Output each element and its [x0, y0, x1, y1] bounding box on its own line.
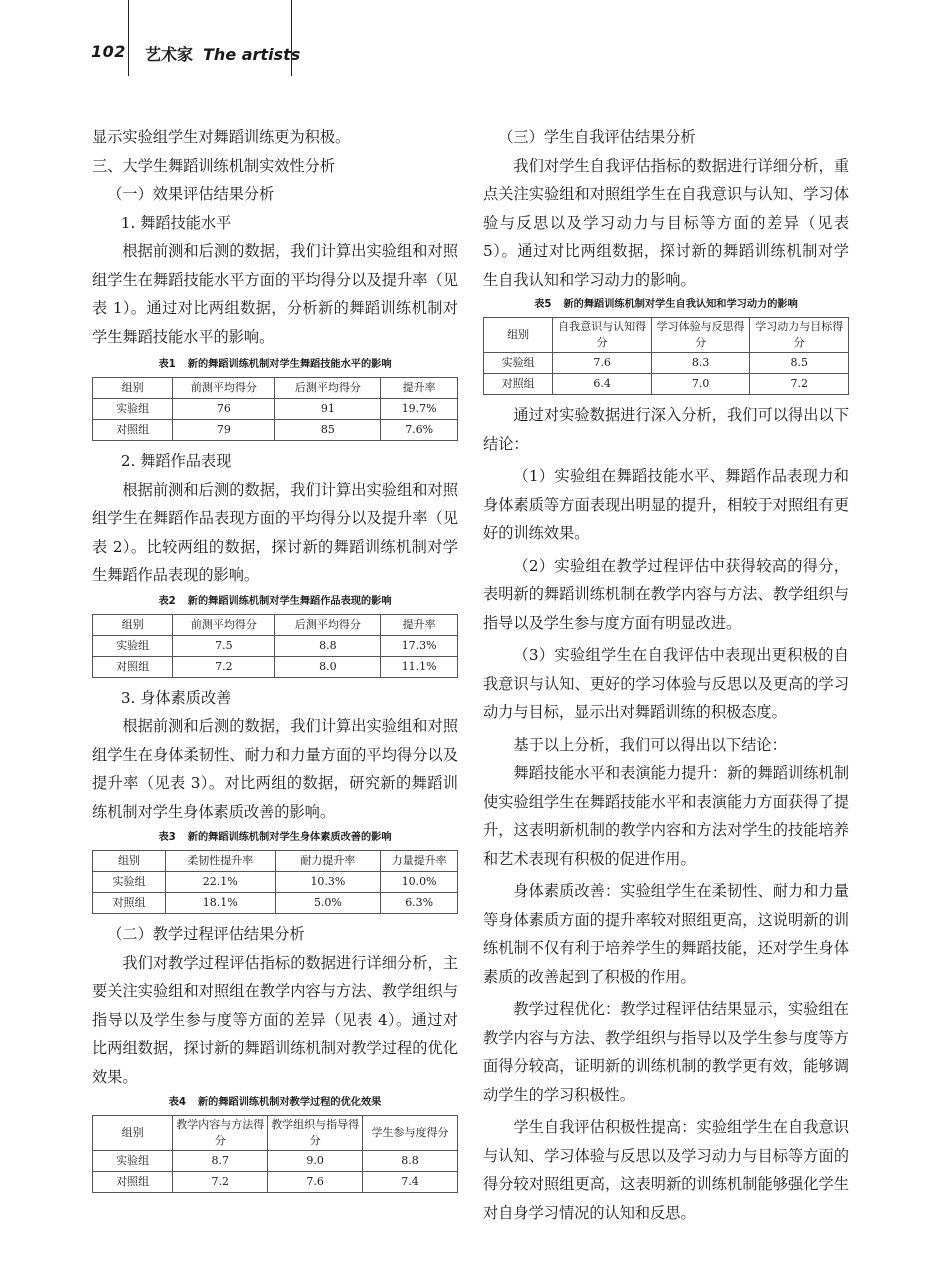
col-header: 学习动力与目标得分: [750, 318, 849, 353]
table-row: [93, 893, 458, 914]
table-row: [484, 374, 849, 395]
table-cell: 7.2: [750, 374, 849, 395]
table-title: 新的舞蹈训练机制对学生自我认知和学习动力的影响: [563, 299, 798, 310]
table-number: 表2: [158, 595, 176, 607]
table-cell: 8.0: [275, 656, 381, 677]
table-cell: 19.7%: [381, 399, 458, 420]
table-cell: 6.4: [553, 374, 652, 395]
table-header-row: [93, 1116, 458, 1151]
table-cell: 8.7: [173, 1151, 268, 1172]
table-caption: [92, 830, 458, 846]
col-header: 自我意识与认知得分: [553, 318, 652, 353]
table-cell: 对照组: [93, 656, 173, 677]
paragraph: 根据前测和后测的数据，我们计算出实验组和对照组学生在舞蹈作品表现方面的平均得分以及提升率（见表 2）。比较两组的数据，探讨新的舞蹈训练机制对学生舞蹈作品表现的影响。: [92, 480, 458, 584]
table-header-row: [93, 614, 458, 635]
col-header: 教学内容与方法得分: [173, 1116, 268, 1151]
table-number: 表3: [158, 832, 176, 843]
table-cell: 10.3%: [275, 872, 381, 893]
table-cell: 对照组: [93, 420, 173, 441]
col-header: 后测平均得分: [275, 378, 381, 399]
paragraph: 教学过程优化：教学过程评估结果显示，实验组在教学内容与方法、教学组织与指导以及学生参与度等方面得分较高，证明新的训练机制的教学更有效，能够调动学生的学习积极性。: [483, 1000, 849, 1104]
table-cell: 22.1%: [166, 872, 276, 893]
table-cell: 7.4: [363, 1172, 458, 1193]
table-number: 表1: [158, 359, 176, 370]
table-row: [93, 656, 458, 677]
table-title: 新的舞蹈训练机制对学生舞蹈作品表现的影响: [187, 595, 392, 607]
table-cell: 7.5: [173, 635, 275, 656]
table-cell: 7.6%: [381, 420, 458, 441]
table-cell: 实验组: [484, 353, 553, 374]
col-header: 提升率: [381, 614, 458, 635]
table-cell: 实验组: [93, 635, 173, 656]
table-cell: 8.8: [363, 1151, 458, 1172]
table-1: [92, 377, 458, 441]
table-cell: 8.5: [750, 353, 849, 374]
conclusion-item: （3）实验组学生在自我评估中表现出更积极的自我意识与认知、更好的学习体验与反思以及更高的学习动力与目标，显示出对舞蹈训练的积极态度。: [483, 646, 849, 721]
table-cell: 对照组: [484, 374, 553, 395]
table-title: 新的舞蹈训练机制对教学过程的优化效果: [197, 1097, 382, 1108]
table-caption: [92, 1095, 458, 1111]
subsection-heading: （二）教学过程评估结果分析: [107, 925, 305, 943]
table-cell: 11.1%: [381, 656, 458, 677]
subsection-heading: （一）效果评估结果分析: [107, 185, 275, 203]
col-header: 组别: [484, 318, 553, 353]
table-cell: 6.3%: [381, 893, 458, 914]
table-number: 表5: [534, 299, 552, 310]
paragraph: 显示实验组学生对舞蹈训练更为积极。: [92, 128, 351, 146]
col-header: 学习体验与反思得分: [651, 318, 750, 353]
col-header: 组别: [93, 851, 166, 872]
paragraph: 我们对学生自我评估指标的数据进行详细分析，重点关注实验组和对照组学生在自我意识与认知、学习体验与反思以及学习动力与目标等方面的差异（见表 5）。通过对比两组数据，探讨新的舞蹈训练机制对学生自我认知和学习动力的影响。: [483, 156, 849, 289]
table-cell: 85: [275, 420, 381, 441]
table-3: [92, 850, 458, 914]
paragraph: 根据前测和后测的数据，我们计算出实验组和对照组学生在身体柔韧性、耐力和力量方面的平均得分以及提升率（见表 3）。对比两组的数据，研究新的舞蹈训练机制对学生身体素质改善的影响。: [92, 717, 458, 821]
table-cell: 79: [173, 420, 275, 441]
table-caption: [92, 594, 458, 610]
right-column: [483, 123, 849, 1227]
page-number: 102: [91, 42, 126, 61]
table-2: [92, 614, 458, 678]
table-caption: [92, 357, 458, 373]
header-rule-left: [128, 0, 129, 76]
section-heading: 三、大学生舞蹈训练机制实效性分析: [92, 156, 335, 175]
table-cell: 7.2: [173, 1172, 268, 1193]
paragraph: 基于以上分析，我们可以得出以下结论：: [513, 735, 787, 754]
table-cell: 实验组: [93, 1151, 173, 1172]
conclusion-item: （1）实验组在舞蹈技能水平、舞蹈作品表现力和身体素质等方面表现出明显的提升，相较于对照组有更好的训练效果。: [483, 467, 849, 542]
col-header: 组别: [93, 614, 173, 635]
table-5: [483, 317, 849, 395]
table-4: [92, 1115, 458, 1193]
table-row: [93, 1151, 458, 1172]
col-header: 前测平均得分: [173, 614, 275, 635]
left-column: [92, 123, 458, 1199]
table-cell: 8.3: [651, 353, 750, 374]
table-cell: 10.0%: [381, 872, 458, 893]
col-header: 耐力提升率: [275, 851, 381, 872]
sub-subsection-heading: 1. 舞蹈技能水平: [120, 213, 232, 232]
col-header: 组别: [93, 378, 173, 399]
col-header: 前测平均得分: [173, 378, 275, 399]
paragraph: 舞蹈技能水平和表演能力提升：新的舞蹈训练机制使实验组学生在舞蹈技能水平和表演能力方面获得了提升，这表明新机制的教学内容和方法对学生的技能培养和艺术表现有积极的促进作用。: [483, 764, 849, 868]
col-header: 组别: [93, 1116, 173, 1151]
conclusion-item: （2）实验组在教学过程评估中获得较高的得分，表明新的舞蹈训练机制在教学内容与方法、教学组织与指导以及学生参与度方面有明显改进。: [483, 556, 849, 632]
paragraph: 学生自我评估积极性提高：实验组学生在自我意识与认知、学习体验与反思以及学习动力与目标等方面的得分较对照组更高，这表明新的训练机制能够强化学生对自身学习情况的认知和反思。: [483, 1118, 849, 1222]
table-header-row: [93, 851, 458, 872]
table-cell: 8.8: [275, 635, 381, 656]
table-cell: 对照组: [93, 893, 166, 914]
table-cell: 7.0: [651, 374, 750, 395]
table-row: [93, 635, 458, 656]
table-cell: 76: [173, 399, 275, 420]
table-cell: 7.6: [553, 353, 652, 374]
paragraph: 根据前测和后测的数据，我们计算出实验组和对照组学生在舞蹈技能水平方面的平均得分以及提升率（见表 1）。通过对比两组数据，分析新的舞蹈训练机制对学生舞蹈技能水平的影响。: [92, 242, 458, 346]
subsection-heading: （三）学生自我评估结果分析: [498, 128, 696, 146]
sub-subsection-heading: 3. 身体素质改善: [120, 688, 232, 707]
paragraph: 我们对教学过程评估指标的数据进行详细分析，主要关注实验组和对照组在教学内容与方法、教学组织与指导以及学生参与度等方面的差异（见表 4）。通过对比两组数据，探讨新的舞蹈训练机制对教学过程的优化效果。: [92, 953, 458, 1086]
table-cell: 7.6: [268, 1172, 363, 1193]
table-header-row: [484, 318, 849, 353]
table-cell: 91: [275, 399, 381, 420]
paragraph: 通过对实验数据进行深入分析，我们可以得出以下结论：: [483, 406, 849, 453]
table-caption: [483, 297, 849, 313]
table-cell: 7.2: [173, 656, 275, 677]
col-header: 柔韧性提升率: [166, 851, 276, 872]
col-header: 学生参与度得分: [363, 1116, 458, 1151]
col-header: 后测平均得分: [275, 614, 381, 635]
table-row: [93, 1172, 458, 1193]
table-title: 新的舞蹈训练机制对学生舞蹈技能水平的影响: [187, 359, 392, 370]
journal-title-en: The artists: [203, 45, 301, 64]
table-row: [484, 353, 849, 374]
table-cell: 实验组: [93, 872, 166, 893]
table-row: [93, 399, 458, 420]
table-row: [93, 420, 458, 441]
table-cell: 5.0%: [275, 893, 381, 914]
table-cell: 17.3%: [381, 635, 458, 656]
journal-title: [145, 42, 300, 65]
col-header: 提升率: [381, 378, 458, 399]
table-title: 新的舞蹈训练机制对学生身体素质改善的影响: [187, 832, 392, 843]
col-header: 教学组织与指导得分: [268, 1116, 363, 1151]
table-number: 表4: [168, 1097, 186, 1108]
col-header: 力量提升率: [381, 851, 458, 872]
table-cell: 9.0: [268, 1151, 363, 1172]
sub-subsection-heading: 2. 舞蹈作品表现: [120, 452, 232, 470]
table-header-row: [93, 378, 458, 399]
table-cell: 实验组: [93, 399, 173, 420]
table-row: [93, 872, 458, 893]
table-cell: 对照组: [93, 1172, 173, 1193]
table-cell: 18.1%: [166, 893, 276, 914]
journal-title-cn: 艺术家: [145, 45, 194, 64]
paragraph: 身体素质改善：实验组学生在柔韧性、耐力和力量等身体素质方面的提升率较对照组更高，这说明新的训练机制不仅有利于培养学生的舞蹈技能，还对学生身体素质的改善起到了积极的作用。: [483, 882, 849, 986]
